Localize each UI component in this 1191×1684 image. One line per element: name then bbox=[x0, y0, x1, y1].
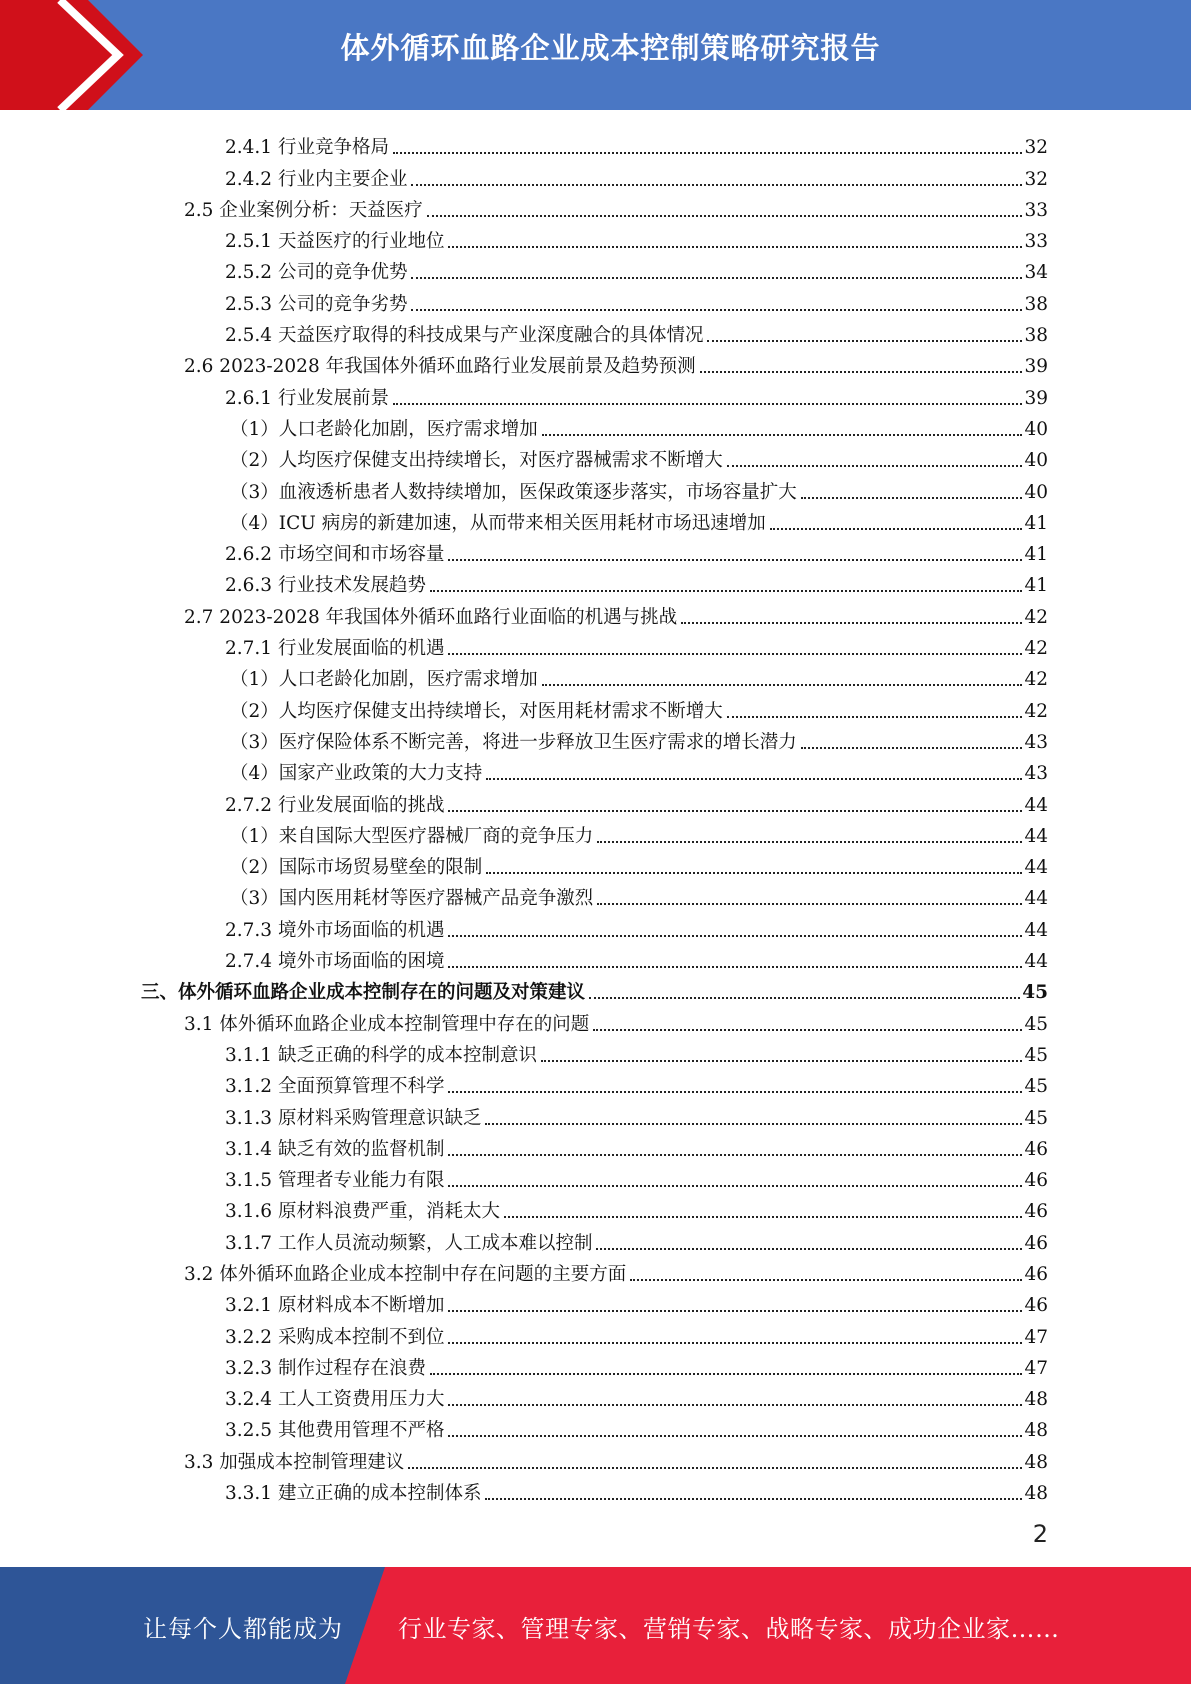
toc-entry-title: （3）血液透析患者人数持续增加，医保政策逐步落实，市场容量扩大 bbox=[230, 481, 797, 503]
toc-entry[interactable] bbox=[0, 535, 1191, 566]
toc-entry-title: 3.2.5 其他费用管理不严格 bbox=[225, 1420, 445, 1442]
toc-dot-leader bbox=[448, 1310, 1022, 1312]
toc-entry-title: 3.3 加强成本控制管理建议 bbox=[184, 1451, 405, 1473]
toc-dot-leader bbox=[727, 716, 1023, 718]
toc-entry-title: （4）ICU 病房的新建加速，从而带来相关医用耗材市场迅速增加 bbox=[230, 512, 766, 534]
toc-entry-title: （1）人口老龄化加剧，医疗需求增加 bbox=[230, 418, 538, 440]
toc-dot-leader bbox=[448, 653, 1022, 655]
toc-entry[interactable] bbox=[0, 629, 1191, 660]
toc-entry[interactable] bbox=[0, 691, 1191, 722]
toc-entry-title: 2.6.3 行业技术发展趋势 bbox=[225, 575, 426, 597]
toc-entry[interactable] bbox=[0, 754, 1191, 785]
page-footer bbox=[0, 1567, 1191, 1684]
toc-entry[interactable] bbox=[0, 942, 1191, 973]
toc-entry-title: 3.1.2 全面预算管理不科学 bbox=[225, 1076, 445, 1098]
toc-entry-page: 44 bbox=[1024, 888, 1048, 910]
toc-entry-title: 2.7.2 行业发展面临的挑战 bbox=[225, 794, 445, 816]
toc-entry[interactable] bbox=[0, 316, 1191, 347]
toc-dot-leader bbox=[408, 1467, 1022, 1469]
toc-entry[interactable] bbox=[0, 910, 1191, 941]
toc-dot-leader bbox=[770, 528, 1023, 530]
toc-dot-leader bbox=[448, 246, 1022, 248]
footer-slogan-right: 行业专家、管理专家、营销专家、战略专家、成功企业家…… bbox=[398, 1615, 1060, 1643]
toc-dot-leader bbox=[596, 1248, 1022, 1250]
toc-entry-title: 2.7.4 境外市场面临的困境 bbox=[225, 951, 445, 973]
toc-entry-title: （2）人均医疗保健支出持续增长，对医疗器械需求不断增大 bbox=[230, 450, 723, 472]
toc-entry-page: 46 bbox=[1024, 1232, 1048, 1254]
footer-slogan-left: 让每个人都能成为 bbox=[143, 1615, 343, 1643]
toc-dot-leader bbox=[589, 997, 1020, 999]
toc-entry[interactable] bbox=[0, 472, 1191, 503]
toc-entry-page: 39 bbox=[1024, 387, 1048, 409]
toc-dot-leader bbox=[542, 684, 1023, 686]
toc-dot-leader bbox=[393, 152, 1022, 154]
toc-entry-title: （1）来自国际大型医疗器械厂商的竞争压力 bbox=[230, 825, 594, 847]
toc-dot-leader bbox=[486, 872, 1022, 874]
toc-dot-leader bbox=[448, 1342, 1022, 1344]
toc-entry[interactable] bbox=[0, 723, 1191, 754]
toc-entry-page: 42 bbox=[1024, 606, 1048, 628]
toc-entry[interactable] bbox=[0, 378, 1191, 409]
toc-dot-leader bbox=[448, 1185, 1022, 1187]
toc-entry[interactable] bbox=[0, 504, 1191, 535]
toc-entry-page: 46 bbox=[1024, 1170, 1048, 1192]
toc-entry-page: 45 bbox=[1024, 1107, 1048, 1129]
toc-entry-page: 42 bbox=[1024, 669, 1048, 691]
toc-entry[interactable] bbox=[0, 1286, 1191, 1317]
toc-dot-leader bbox=[448, 935, 1022, 937]
toc-entry-title: 2.4.2 行业内主要企业 bbox=[225, 168, 408, 190]
toc-entry-page: 40 bbox=[1024, 481, 1048, 503]
toc-entry[interactable] bbox=[0, 253, 1191, 284]
toc-entry-page: 48 bbox=[1024, 1451, 1048, 1473]
toc-entry[interactable] bbox=[0, 347, 1191, 378]
toc-entry-page: 47 bbox=[1024, 1326, 1048, 1348]
toc-entry-title: 3.1 体外循环血路企业成本控制管理中存在的问题 bbox=[184, 1013, 590, 1035]
toc-dot-leader bbox=[597, 841, 1022, 843]
toc-entry-title: 3.1.6 原材料浪费严重，消耗太大 bbox=[225, 1201, 500, 1223]
toc-entry[interactable] bbox=[0, 660, 1191, 691]
toc-entry-page: 48 bbox=[1024, 1420, 1048, 1442]
report-title: 体外循环血路企业成本控制策略研究报告 bbox=[340, 31, 881, 65]
toc-dot-leader bbox=[427, 215, 1023, 217]
page-header bbox=[0, 0, 1191, 110]
toc-entry[interactable] bbox=[0, 1036, 1191, 1067]
toc-entry[interactable] bbox=[0, 1255, 1191, 1286]
toc-entry-title: 2.5.2 公司的竞争优势 bbox=[225, 262, 408, 284]
toc-entry-title: 3.1.7 工作人员流动频繁，人工成本难以控制 bbox=[225, 1232, 593, 1254]
toc-entry[interactable] bbox=[0, 1411, 1191, 1442]
toc-entry-page: 44 bbox=[1024, 825, 1048, 847]
toc-entry[interactable] bbox=[0, 441, 1191, 472]
toc-entry-title: 3.2.2 采购成本控制不到位 bbox=[225, 1326, 445, 1348]
toc-dot-leader bbox=[541, 1060, 1022, 1062]
toc-entry[interactable] bbox=[0, 1317, 1191, 1348]
toc-entry-title: 3.2.1 原材料成本不断增加 bbox=[225, 1295, 445, 1317]
toc-dot-leader bbox=[801, 747, 1023, 749]
toc-entry-page: 40 bbox=[1024, 450, 1048, 472]
toc-entry-page: 46 bbox=[1024, 1201, 1048, 1223]
toc-entry-title: 3.1.3 原材料采购管理意识缺乏 bbox=[225, 1107, 482, 1129]
toc-entry-page: 45 bbox=[1022, 982, 1048, 1004]
toc-dot-leader bbox=[448, 810, 1022, 812]
toc-entry[interactable] bbox=[0, 191, 1191, 222]
toc-entry-page: 42 bbox=[1024, 638, 1048, 660]
toc-dot-leader bbox=[448, 559, 1022, 561]
toc-entry-page: 48 bbox=[1024, 1389, 1048, 1411]
toc-entry-page: 44 bbox=[1024, 794, 1048, 816]
toc-entry[interactable] bbox=[0, 1130, 1191, 1161]
toc-entry-title: 2.5.3 公司的竞争劣势 bbox=[225, 293, 408, 315]
toc-entry-title: 2.6.2 市场空间和市场容量 bbox=[225, 544, 445, 566]
toc-entry-title: 三、体外循环血路企业成本控制存在的问题及对策建议 bbox=[141, 982, 586, 1004]
toc-entry-title: 2.6 2023-2028 年我国体外循环血路行业发展前景及趋势预测 bbox=[184, 356, 696, 378]
toc-entry-page: 41 bbox=[1024, 544, 1048, 566]
toc-entry-title: 2.5.4 天益医疗取得的科技成果与产业深度融合的具体情况 bbox=[225, 325, 704, 347]
toc-dot-leader bbox=[411, 277, 1022, 279]
toc-dot-leader bbox=[411, 184, 1022, 186]
toc-entry-page: 46 bbox=[1024, 1138, 1048, 1160]
toc-entry-title: （4）国家产业政策的大力支持 bbox=[230, 763, 483, 785]
toc-entry-page: 41 bbox=[1024, 512, 1048, 534]
toc-entry-page: 46 bbox=[1024, 1295, 1048, 1317]
toc-entry[interactable] bbox=[0, 1349, 1191, 1380]
toc-entry[interactable] bbox=[0, 1067, 1191, 1098]
toc-dot-leader bbox=[448, 1154, 1022, 1156]
toc-dot-leader bbox=[542, 434, 1023, 436]
toc-entry-page: 44 bbox=[1024, 857, 1048, 879]
toc-dot-leader bbox=[411, 309, 1022, 311]
toc-entry-page: 44 bbox=[1024, 951, 1048, 973]
toc-entry[interactable] bbox=[0, 128, 1191, 159]
toc-entry[interactable] bbox=[0, 159, 1191, 190]
toc-entry-title: 3.1.4 缺乏有效的监督机制 bbox=[225, 1138, 445, 1160]
toc-entry-page: 48 bbox=[1024, 1483, 1048, 1505]
toc-entry-page: 32 bbox=[1024, 168, 1048, 190]
toc-entry-page: 34 bbox=[1024, 262, 1048, 284]
toc-entry-title: （3）国内医用耗材等医疗器械产品竞争激烈 bbox=[230, 888, 594, 910]
toc-dot-leader bbox=[448, 966, 1022, 968]
toc-dot-leader bbox=[504, 1216, 1022, 1218]
toc-entry-page: 43 bbox=[1024, 731, 1048, 753]
toc-entry-page: 46 bbox=[1024, 1263, 1048, 1285]
toc-entry-page: 33 bbox=[1024, 231, 1048, 253]
toc-entry[interactable] bbox=[0, 1098, 1191, 1129]
toc-entry[interactable] bbox=[0, 284, 1191, 315]
toc-entry-page: 44 bbox=[1024, 919, 1048, 941]
toc-entry[interactable] bbox=[0, 848, 1191, 879]
toc-entry[interactable] bbox=[0, 1192, 1191, 1223]
toc-entry[interactable] bbox=[0, 1161, 1191, 1192]
toc-entry-page: 41 bbox=[1024, 575, 1048, 597]
toc-dot-leader bbox=[448, 1435, 1022, 1437]
toc-entry-page: 39 bbox=[1024, 356, 1048, 378]
toc-dot-leader bbox=[801, 497, 1023, 499]
toc-dot-leader bbox=[593, 1029, 1022, 1031]
toc-entry[interactable] bbox=[0, 1442, 1191, 1473]
toc-entry[interactable] bbox=[0, 1474, 1191, 1505]
toc-dot-leader bbox=[707, 340, 1022, 342]
toc-entry-page: 38 bbox=[1024, 325, 1048, 347]
toc-entry[interactable] bbox=[0, 973, 1191, 1004]
toc-entry-page: 45 bbox=[1024, 1044, 1048, 1066]
toc-dot-leader bbox=[700, 371, 1023, 373]
toc-entry-title: （2）人均医疗保健支出持续增长，对医用耗材需求不断增大 bbox=[230, 700, 723, 722]
toc-entry-title: （1）人口老龄化加剧，医疗需求增加 bbox=[230, 669, 538, 691]
toc-entry-page: 47 bbox=[1024, 1357, 1048, 1379]
toc-dot-leader bbox=[448, 1404, 1022, 1406]
toc-dot-leader bbox=[430, 590, 1022, 592]
toc-dot-leader bbox=[597, 903, 1022, 905]
toc-entry-page: 40 bbox=[1024, 418, 1048, 440]
toc-dot-leader bbox=[485, 1498, 1022, 1500]
toc-entry-title: 2.6.1 行业发展前景 bbox=[225, 387, 389, 409]
toc-entry-page: 45 bbox=[1024, 1013, 1048, 1035]
toc-entry-title: 2.7.1 行业发展面临的机遇 bbox=[225, 638, 445, 660]
toc-dot-leader bbox=[681, 622, 1022, 624]
toc-entry-title: 3.2.4 工人工资费用压力大 bbox=[225, 1389, 445, 1411]
toc-entry[interactable] bbox=[0, 1223, 1191, 1254]
toc-entry-page: 38 bbox=[1024, 293, 1048, 315]
toc-entry[interactable] bbox=[0, 222, 1191, 253]
toc-entry[interactable] bbox=[0, 785, 1191, 816]
toc-dot-leader bbox=[486, 778, 1022, 780]
toc-entry[interactable] bbox=[0, 1380, 1191, 1411]
toc-entry-title: 3.2.3 制作过程存在浪费 bbox=[225, 1357, 426, 1379]
toc-entry-title: （3）医疗保险体系不断完善，将进一步释放卫生医疗需求的增长潜力 bbox=[230, 731, 797, 753]
table-of-contents bbox=[0, 128, 1191, 1505]
toc-entry-title: 2.7.3 境外市场面临的机遇 bbox=[225, 919, 445, 941]
toc-dot-leader bbox=[485, 1123, 1022, 1125]
toc-entry-page: 33 bbox=[1024, 199, 1048, 221]
toc-entry-title: 2.4.1 行业竞争格局 bbox=[225, 137, 389, 159]
toc-entry[interactable] bbox=[0, 597, 1191, 628]
toc-dot-leader bbox=[727, 465, 1023, 467]
page-number: 2 bbox=[1032, 1520, 1048, 1548]
toc-entry[interactable] bbox=[0, 1004, 1191, 1035]
toc-entry-page: 32 bbox=[1024, 137, 1048, 159]
toc-dot-leader bbox=[393, 403, 1022, 405]
toc-entry[interactable] bbox=[0, 566, 1191, 597]
toc-entry-title: 3.1.1 缺乏正确的科学的成本控制意识 bbox=[225, 1044, 537, 1066]
toc-entry-title: 3.2 体外循环血路企业成本控制中存在问题的主要方面 bbox=[184, 1263, 627, 1285]
toc-entry-title: 2.7 2023-2028 年我国体外循环血路行业面临的机遇与挑战 bbox=[184, 606, 678, 628]
toc-entry[interactable] bbox=[0, 879, 1191, 910]
toc-dot-leader bbox=[430, 1373, 1022, 1375]
toc-entry-page: 43 bbox=[1024, 763, 1048, 785]
toc-entry-title: 3.1.5 管理者专业能力有限 bbox=[225, 1170, 445, 1192]
toc-entry-title: （2）国际市场贸易壁垒的限制 bbox=[230, 857, 483, 879]
toc-entry-title: 2.5 企业案例分析：天益医疗 bbox=[184, 199, 423, 221]
toc-entry-title: 2.5.1 天益医疗的行业地位 bbox=[225, 231, 445, 253]
toc-entry-page: 45 bbox=[1024, 1076, 1048, 1098]
toc-entry[interactable] bbox=[0, 817, 1191, 848]
toc-entry-page: 42 bbox=[1024, 700, 1048, 722]
toc-entry-title: 3.3.1 建立正确的成本控制体系 bbox=[225, 1483, 482, 1505]
toc-dot-leader bbox=[630, 1279, 1022, 1281]
toc-entry[interactable] bbox=[0, 410, 1191, 441]
toc-dot-leader bbox=[448, 1091, 1022, 1093]
